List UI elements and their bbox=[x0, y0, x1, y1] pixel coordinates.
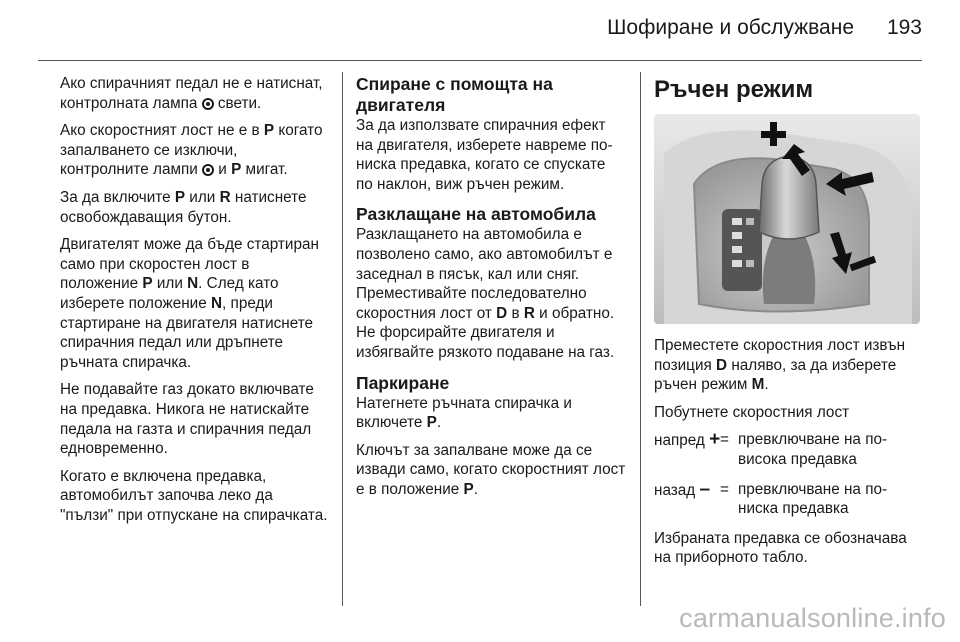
paragraph-release-button: За да включите P или R натиснете освобождаващия бутон. bbox=[60, 188, 307, 226]
gear-knob bbox=[759, 156, 819, 239]
paragraph-engine-braking: За да използвате спирачния ефект на двигателя, изберете навреме по-ниска предавка, когато се спускате по наклон, виж ръчен режим. bbox=[356, 117, 613, 193]
heading-manual-mode: Ръчен режим bbox=[654, 76, 814, 103]
paragraph-no-gas: Не подавайте газ докато включвате на предавка. Никога не натискайте педала на газта и спирачния педал едновременно. bbox=[60, 381, 314, 458]
page-number: 193 bbox=[886, 16, 922, 39]
gear-lever-figure bbox=[654, 114, 920, 324]
gear-lever-illustration bbox=[654, 114, 920, 324]
paragraph-brake-lamp: Ако спирачният педал не е натиснат, контролната лампа свети. bbox=[60, 75, 323, 112]
heading-engine-braking: Спиране с помощта на двигателя bbox=[356, 74, 553, 115]
paragraph-manual-select: Преместете скоростния лост извън позиция D наляво, за да изберете ръчен режим M. bbox=[654, 337, 906, 394]
brake-lamp-icon bbox=[202, 98, 214, 110]
watermark: carmanualsonline.info bbox=[679, 603, 946, 633]
paragraph-parking: Натегнете ръчната спирачка и включете P. bbox=[356, 394, 572, 432]
paragraph-lever-not-p: Ако скоростният лост не е в P когато запалването се изключи, контролните лампи и P мигат. bbox=[60, 122, 323, 179]
column-1 bbox=[60, 74, 330, 533]
paragraph-rocking: Разклащането на автомобила е позволено само, ако автомобилът е заседнал в пясък, кал или сняг. Преместивайте последователно скоростния лост от D в R и обратно. Не форсирайте двигателя и избягвайте рязкото подаване на газ. bbox=[356, 226, 615, 361]
shift-row-up: напред + = превключване на по-висока предавка bbox=[654, 429, 888, 468]
plus-sign-icon: + bbox=[709, 429, 721, 451]
column-divider-2 bbox=[640, 72, 641, 606]
header-title: Шофиране и обслужване bbox=[607, 16, 854, 39]
column-2 bbox=[356, 74, 626, 508]
minus-sign-icon: – bbox=[699, 478, 711, 500]
shift-table bbox=[654, 430, 926, 518]
header-rule bbox=[38, 60, 922, 61]
shift-row-down: назад – = превключване на по-ниска предавка bbox=[654, 478, 888, 518]
heading-rocking: Разклащане на автомобила bbox=[356, 204, 596, 225]
paragraph-push-lever: Побутнете скоростния лост bbox=[654, 403, 850, 421]
column-divider-1 bbox=[342, 72, 343, 606]
paragraph-engine-start: Двигателят може да бъде стартиран само при скоростен лост в положение P или N. След като изберете положение N, преди стартиране на двигателя натиснете спирачния педал или дръпнете ръчната спирачка. bbox=[60, 236, 319, 371]
paragraph-ignition-key: Ключът за запалване може да се извади само, когато скоростният лост е в положение P. bbox=[356, 441, 626, 498]
paragraph-display: Избраната предавка се обозначава на приборното табло. bbox=[654, 529, 907, 567]
column-3 bbox=[654, 74, 926, 576]
paragraph-creep: Когато е включена предавка, автомобилът започва леко да "пълзи" при отпускане на спирачката. bbox=[60, 467, 328, 524]
heading-parking: Паркиране bbox=[356, 372, 450, 393]
brake-lamp-icon bbox=[202, 164, 214, 176]
